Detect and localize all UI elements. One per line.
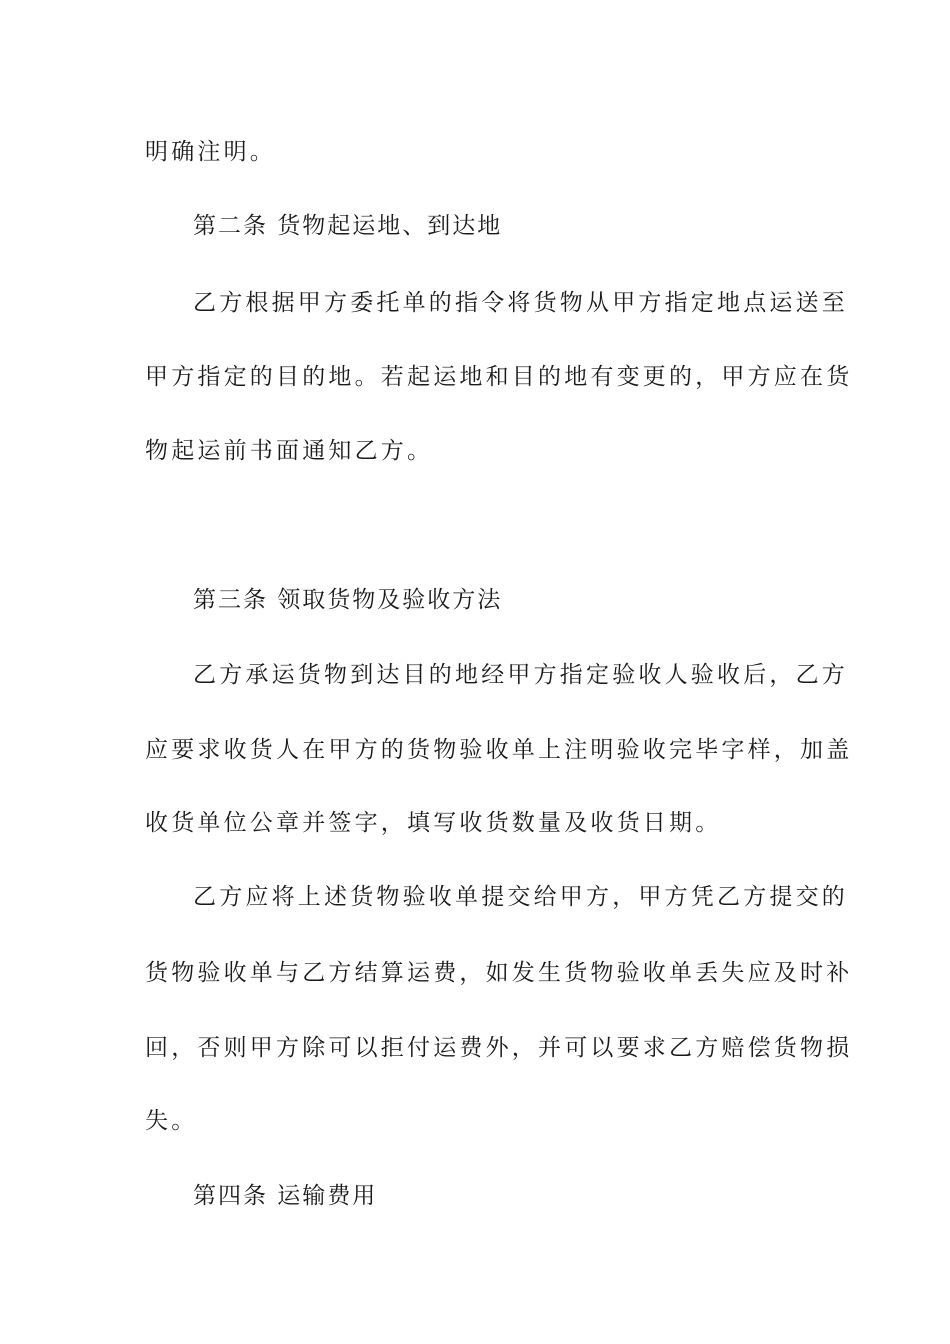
paragraph-line: 乙方承运货物到达目的地经甲方指定验收人验收后，乙方 bbox=[193, 662, 848, 688]
article-heading-3: 第三条 领取货物及验收方法 bbox=[193, 587, 503, 613]
paragraph-line: 回，否则甲方除可以拒付运费外，并可以要求乙方赔偿货物损 bbox=[145, 1035, 853, 1061]
paragraph-line: 应要求收货人在甲方的货物验收单上注明验收完毕字样，加盖 bbox=[145, 737, 853, 763]
paragraph-line-continuation: 明确注明。 bbox=[145, 139, 276, 165]
paragraph-line: 货物验收单与乙方结算运费，如发生货物验收单丢失应及时补 bbox=[145, 960, 853, 986]
paragraph-line: 物起运前书面通知乙方。 bbox=[145, 438, 434, 464]
paragraph-line: 收货单位公章并签字，填写收货数量及收货日期。 bbox=[145, 810, 722, 836]
paragraph-line: 乙方根据甲方委托单的指令将货物从甲方指定地点运送至 bbox=[193, 290, 848, 316]
article-heading-4: 第四条 运输费用 bbox=[193, 1183, 378, 1209]
paragraph-line: 乙方应将上述货物验收单提交给甲方，甲方凭乙方提交的 bbox=[193, 884, 848, 910]
paragraph-line: 甲方指定的目的地。若起运地和目的地有变更的，甲方应在货 bbox=[145, 364, 853, 390]
paragraph-line: 失。 bbox=[145, 1108, 198, 1134]
article-heading-2: 第二条 货物起运地、到达地 bbox=[193, 213, 503, 239]
